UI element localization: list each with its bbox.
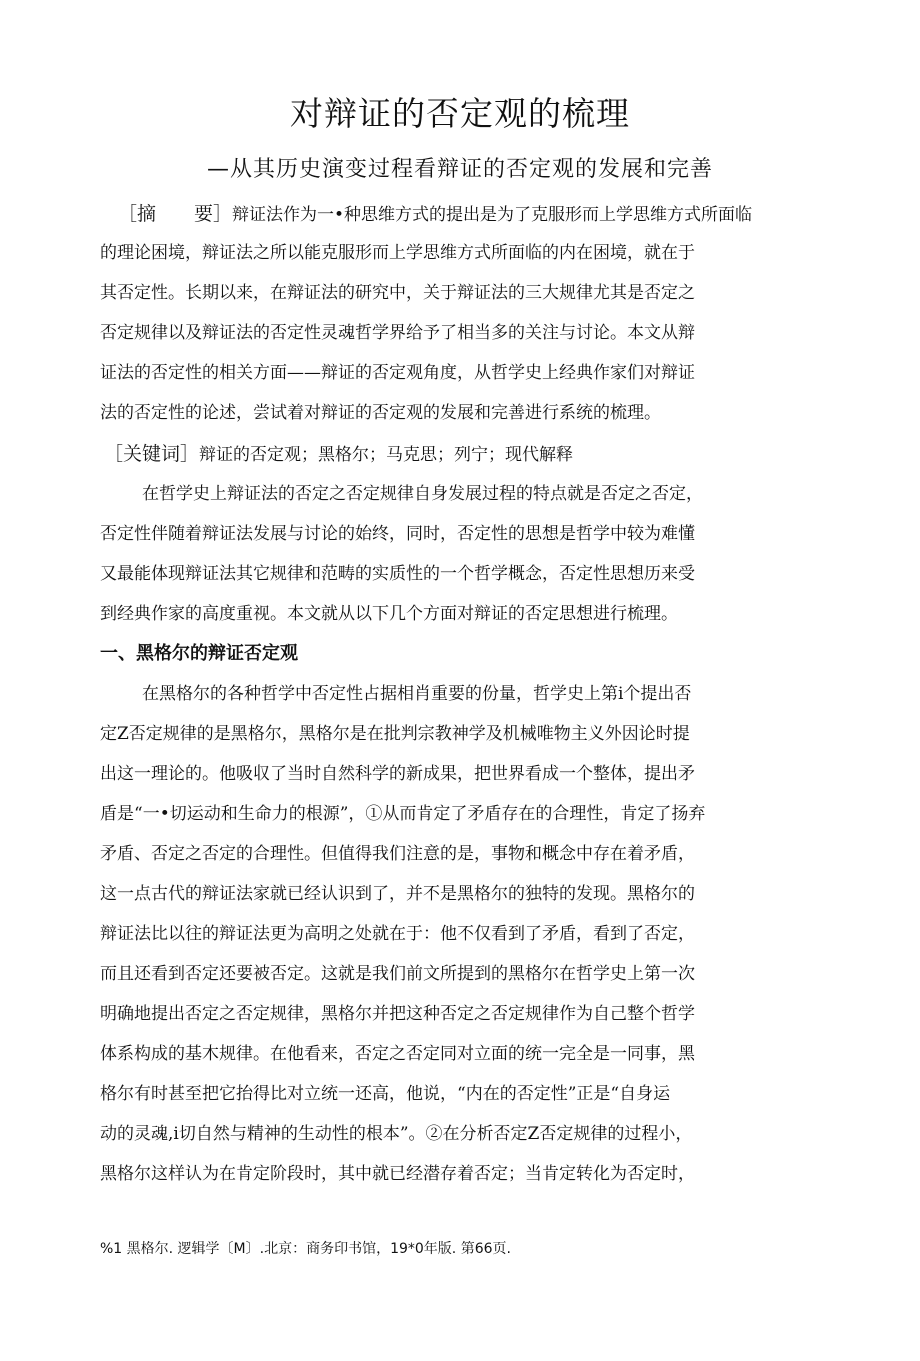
abstract-line: 法的否定性的论述，尝试着对辩证的否定观的发展和完善进行系统的梳理。 [100,403,661,423]
section-line: 辩证法比以往的辩证法更为高明之处就在于：他不仅看到了矛盾，看到了否定， [100,924,695,944]
intro-line: 又最能体现辩证法其它规律和范畴的实质性的一个哲学概念，否定性思想历来受 [100,564,695,584]
section-line: 体系构成的基木规律。在他看来，否定之否定同对立面的统一完全是一同事，黑 [100,1044,695,1064]
section-line: 这一点古代的辩证法家就已经认识到了，并不是黑格尔的独特的发现。黑格尔的 [100,884,695,904]
section-line: 格尔有时甚至把它抬得比对立统一还高，他说，“内在的否定性”正是“自身运 [100,1084,671,1104]
footnote: %1 黑格尔. 逻辑学〔M〕.北京：商务印书馆，19*0年版. 第66页. [100,1241,511,1257]
intro-line: 否定性伴随着辩证法发展与讨论的始终，同时，否定性的思想是哲学中较为难懂 [100,524,695,544]
section-line: 出这一理论的。他吸収了当时自然科学的新成果，把世界看成一个整体，提出矛 [100,764,695,784]
abstract-line: 其否定性。长期以来，在辩证法的研究中，关于辩证法的三大规律尤其是否定之 [100,283,695,303]
section-line: 定Z否定规律的是黑格尔，黑格尔是在批判宗教神学及机械唯物主义外因论时提 [100,724,690,744]
abstract-line: 否定规律以及辩证法的否定性灵魂哲学界给予了相当多的关注与讨论。本文从辩 [100,323,695,343]
section-line: 在黑格尔的各种哲学中否定性占据相肖重要的份量，哲学史上第i个提出否 [142,684,692,704]
abstract-first-line [118,205,752,224]
abstract-line: 辩证法作为一•种思维方式的提出是为了克服形而上学思维方式所面临 [232,205,753,225]
section-line: 动的灵魂,i切自然与精神的生动性的根本”。②在分析否定Z否定规律的过程小， [100,1124,693,1144]
abstract-label: ［摘 要］ [118,203,233,225]
section-line: 明确地提出否定之否定规律，黑格尔并把这种否定之否定规律作为自己整个哲学 [100,1004,695,1024]
keywords-line [104,445,573,464]
document-subtitle: —从其历史演变过程看辩证的否定观的发展和完善 [206,157,713,182]
section-heading: 一、黑格尔的辩证否定观 [100,643,298,664]
abstract-line: 证法的否定性的相关方面——辩证的否定观角度，从哲学史上经典作家们对辩证 [100,363,695,383]
section-line: 盾是“一•切运动和生命力的根源”，①从而肯定了矛盾存在的合理性，肯定了扬弃 [100,804,706,824]
section-line: 而且还看到否定还要被否定。这就是我们前文所提到的黑格尔在哲学史上第一次 [100,964,695,984]
abstract-line: 的理论困境，辩证法之所以能克服形而上学思维方式所面临的内在困境，就在于 [100,243,695,263]
intro-line: 到经典作家的高度重视。本文就从以下几个方面对辩证的否定思想进行梳理。 [100,604,678,624]
keywords-text: 辩证的否定观；黑格尔；马克思；列宁；现代解释 [199,445,574,465]
document-title: 对辩证的否定观的梳理 [290,94,630,133]
section-line: 黑格尔这样认为在肯定阶段时，其中就已经潜存着否定；当肯定转化为否定时， [100,1164,695,1184]
intro-line: 在哲学史上辩证法的否定之否定规律自身发展过程的特点就是否定之否定， [142,484,703,504]
section-line: 矛盾、否定之否定的合理性。但值得我们注意的是，事物和概念中存在着矛盾， [100,844,695,864]
keywords-label: ［关键词］ [104,443,200,465]
